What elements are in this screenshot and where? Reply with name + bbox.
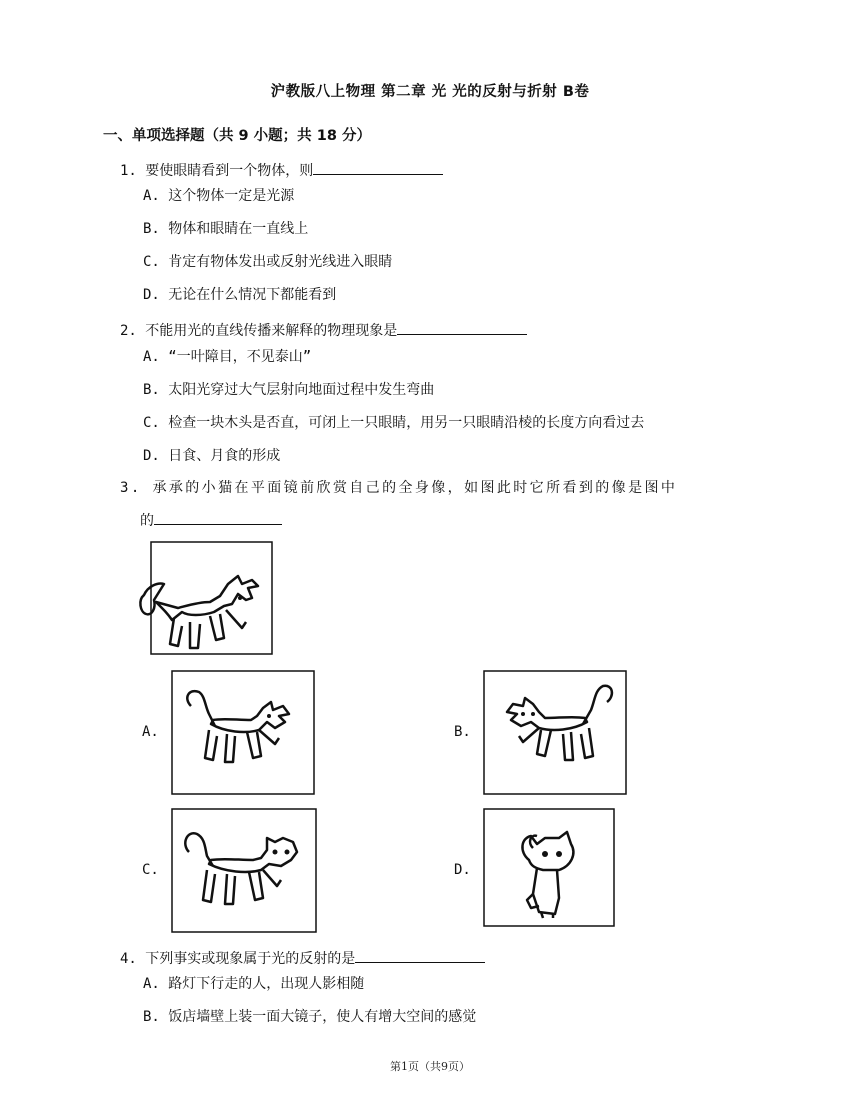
question-1-stem: 1. 要使眼睛看到一个物体，则 [120,163,314,179]
q1-option-c: C. 肯定有物体发出或反射光线进入眼睛 [143,254,393,270]
option-a-cat-image[interactable] [171,670,316,796]
q2-option-b: B. 太阳光穿过大气层射向地面过程中发生弯曲 [143,382,435,398]
answer-blank[interactable] [355,946,485,963]
q4-option-b: B. 饭店墙壁上装一面大镜子，使人有增大空间的感觉 [143,1009,477,1025]
q3-option-b-label: B. [454,724,471,740]
q2-option-d: D. 日食、月食的形成 [143,448,281,464]
q4-option-a: A. 路灯下行走的人，出现人影相随 [143,976,365,992]
q1-option-d: D. 无论在什么情况下都能看到 [143,287,337,303]
cat-mirror-figure [134,540,274,658]
q1-option-a: A. 这个物体一定是光源 [143,188,295,204]
section-heading: 一、单项选择题（共 9 小题；共 18 分） [103,128,371,144]
option-d-cat-image[interactable] [483,808,616,928]
answer-blank[interactable] [154,508,282,525]
document-title: 沪教版八上物理 第二章 光 光的反射与折射 B卷 [270,84,590,100]
question-4-stem: 4. 下列事实或现象属于光的反射的是 [120,951,356,967]
question-1 [120,158,443,181]
question-3-line-2 [140,508,282,531]
q3-option-c-label: C. [142,862,159,878]
question-3-stem-tail: 的 [140,513,154,529]
q2-option-c: C. 检查一块木头是否直，可闭上一只眼睛，用另一只眼睛沿棱的长度方向看过去 [143,415,645,431]
option-b-cat-image[interactable] [483,670,628,796]
question-3-line-1: 3. 承承的小猫在平面镜前欣赏自己的全身像，如图此时它所看到的像是图中 [120,480,678,496]
q3-option-d-label: D. [454,862,471,878]
q3-option-a-label: A. [142,724,159,740]
answer-blank[interactable] [313,158,443,175]
page-footer: 第1页（共9页） [390,1060,470,1073]
q2-option-a: A. “一叶障目，不见泰山” [143,349,312,365]
cat-eye-icon [238,596,242,600]
q1-option-b: B. 物体和眼睛在一直线上 [143,221,309,237]
answer-blank[interactable] [397,318,527,335]
question-2 [120,318,527,341]
question-2-stem: 2. 不能用光的直线传播来解释的物理现象是 [120,323,398,339]
question-4 [120,946,485,969]
option-c-cat-image[interactable] [171,808,318,934]
